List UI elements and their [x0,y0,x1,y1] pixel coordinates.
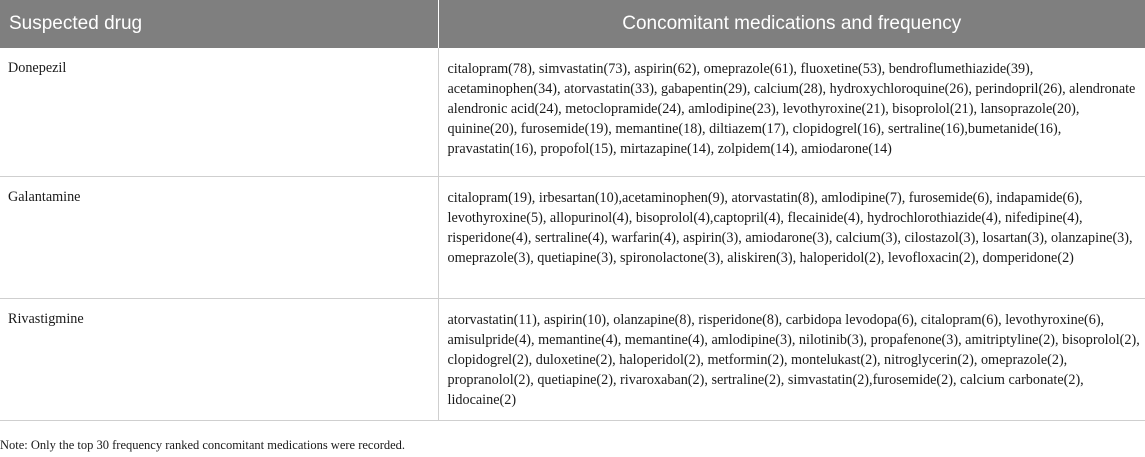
drug-cell: Donepezil [0,48,438,176]
drug-cell: Galantamine [0,176,438,298]
header-concomitant-medications: Concomitant medications and frequency [438,0,1145,48]
table-footnote: Note: Only the top 30 frequency ranked concomitant medications were recorded. [0,438,406,452]
header-row [0,0,1145,48]
table-row [0,48,1145,176]
medications-cell: citalopram(78), simvastatin(73), aspirin(62), omeprazole(61), fluoxetine(53), bendroflumethiazide(39), acetaminophen(34), atorvastatin(33), gabapentin(29), calcium(28), hydroxychloroquine(26), perindopril(26), alendronate alendronic acid(24), metoclopramide(24), amlodipine(23), levothyroxine(21), bisoprolol(21), lansoprazole(20), quinine(20), furosemide(19), memantine(18), diltiazem(17), clopidogrel(16), sertraline(16),bumetanide(16), pravastatin(16), propofol(15), mirtazapine(14), zolpidem(14), amiodarone(14) [438,48,1145,176]
medications-cell: atorvastatin(11), aspirin(10), olanzapine(8), risperidone(8), carbidopa levodopa(6), citalopram(6), levothyroxine(6), amisulpride(4), memantine(4), memantine(4), amlodipine(3), nilotinib(3), propafenone(3), amitriptyline(2), bisoprolol(2), clopidogrel(2), duloxetine(2), haloperidol(2), metformin(2), montelukast(2), nitroglycerin(2), omeprazole(2), propranolol(2), quetiapine(2), rivaroxaban(2), sertraline(2), simvastatin(2),furosemide(2), calcium carbonate(2), lidocaine(2) [438,298,1145,420]
drug-cell: Rivastigmine [0,298,438,420]
header-suspected-drug: Suspected drug [0,0,438,48]
medications-cell: citalopram(19), irbesartan(10),acetaminophen(9), atorvastatin(8), amlodipine(7), furosemide(6), indapamide(6), levothyroxine(5), allopurinol(4), bisoprolol(4),captopril(4), flecainide(4), hydrochlorothiazide(4), nifedipine(4), risperidone(4), sertraline(4), warfarin(4), aspirin(3), amiodarone(3), calcium(3), cilostazol(3), losartan(3), olanzapine(3), omeprazole(3), quetiapine(3), spironolactone(3), aliskiren(3), haloperidol(2), levofloxacin(2), domperidone(2) [438,176,1145,298]
table-row [0,176,1145,298]
table-row [0,298,1145,420]
